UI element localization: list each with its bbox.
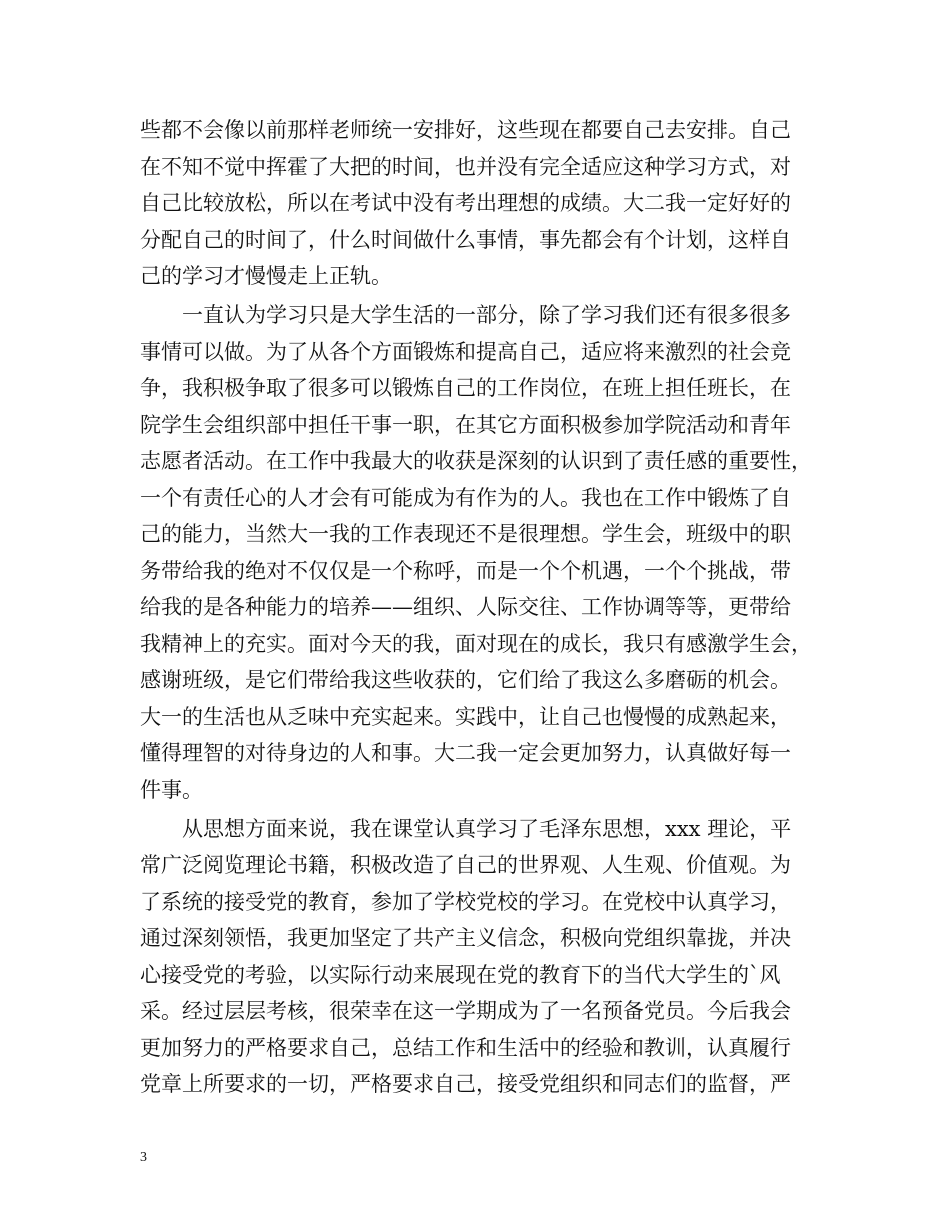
text-line: 大一的生活也从乏味中充实起来。实践中，让自己也慢慢的成熟起来， bbox=[140, 705, 791, 729]
text-line: 我精神上的充实。面对今天的我，面对现在的成长，我只有感激学生会， bbox=[140, 632, 812, 656]
text-line: 争，我积极争取了很多可以锻炼自己的工作岗位，在班上担任班长，在 bbox=[140, 376, 791, 400]
text-line: 懂得理智的对待身边的人和事。大二我一定会更加努力，认真做好每一 bbox=[140, 741, 791, 765]
text-line: 些都不会像以前那样老师统一安排好，这些现在都要自己去安排。自己 bbox=[140, 118, 791, 142]
text-line: 一个有责任心的人才会有可能成为有作为的人。我也在工作中锻炼了自 bbox=[140, 486, 791, 510]
text-line: 院学生会组织部中担任干事一职，在其它方面积极参加学院活动和青年 bbox=[140, 413, 791, 437]
text-line: 自己比较放松，所以在考试中没有考出理想的成绩。大二我一定好好的 bbox=[140, 191, 791, 215]
text-line: 给我的是各种能力的培养——组织、人际交往、工作协调等等，更带给 bbox=[140, 595, 791, 619]
text-line: 了系统的接受党的教育，参加了学校党校的学习。在党校中认真学习， bbox=[140, 890, 791, 914]
text-line: 通过深刻领悟，我更加坚定了共产主义信念，积极向党组织靠拢，并决 bbox=[140, 926, 791, 950]
text-line: 在不知不觉中挥霍了大把的时间，也并没有完全适应这种学习方式，对 bbox=[140, 155, 791, 179]
text-line: 采。经过层层考核，很荣幸在这一学期成为了一名预备党员。今后我会 bbox=[140, 999, 791, 1023]
text-line: 心接受党的考验，以实际行动来展现在党的教育下的当代大学生的`风 bbox=[140, 963, 781, 987]
text-line: 感谢班级，是它们带给我这些收获的，它们给了我这么多磨砺的机会。 bbox=[140, 668, 791, 692]
text-line: 己的学习才慢慢走上正轨。 bbox=[140, 264, 392, 288]
text-line: 事情可以做。为了从各个方面锻炼和提高自己，适应将来激烈的社会竞 bbox=[140, 340, 791, 364]
paragraph-first-line: 从思想方面来说，我在课堂认真学习了毛泽东思想，xxx 理论，平 bbox=[182, 817, 792, 841]
text-line: 件事。 bbox=[140, 778, 203, 802]
paragraph-first-line: 一直认为学习只是大学生活的一部分，除了学习我们还有很多很多 bbox=[182, 303, 791, 327]
text-line: 党章上所要求的一切，严格要求自己，接受党组织和同志们的监督，严 bbox=[140, 1072, 791, 1096]
text-line: 务带给我的绝对不仅仅是一个称呼，而是一个个机遇，一个个挑战，带 bbox=[140, 559, 791, 583]
text-line: 己的能力，当然大一我的工作表现还不是很理想。学生会，班级中的职 bbox=[140, 522, 791, 546]
page-number: 3 bbox=[140, 1150, 147, 1165]
text-line: 分配自己的时间了，什么时间做什么事情，事先都会有个计划，这样自 bbox=[140, 228, 791, 252]
text-line: 常广泛阅览理论书籍，积极改造了自己的世界观、人生观、价值观。为 bbox=[140, 853, 791, 877]
text-line: 更加努力的严格要求自己，总结工作和生活中的经验和教训，认真履行 bbox=[140, 1036, 791, 1060]
text-line: 志愿者活动。在工作中我最大的收获是深刻的认识到了责任感的重要性， bbox=[140, 449, 812, 473]
